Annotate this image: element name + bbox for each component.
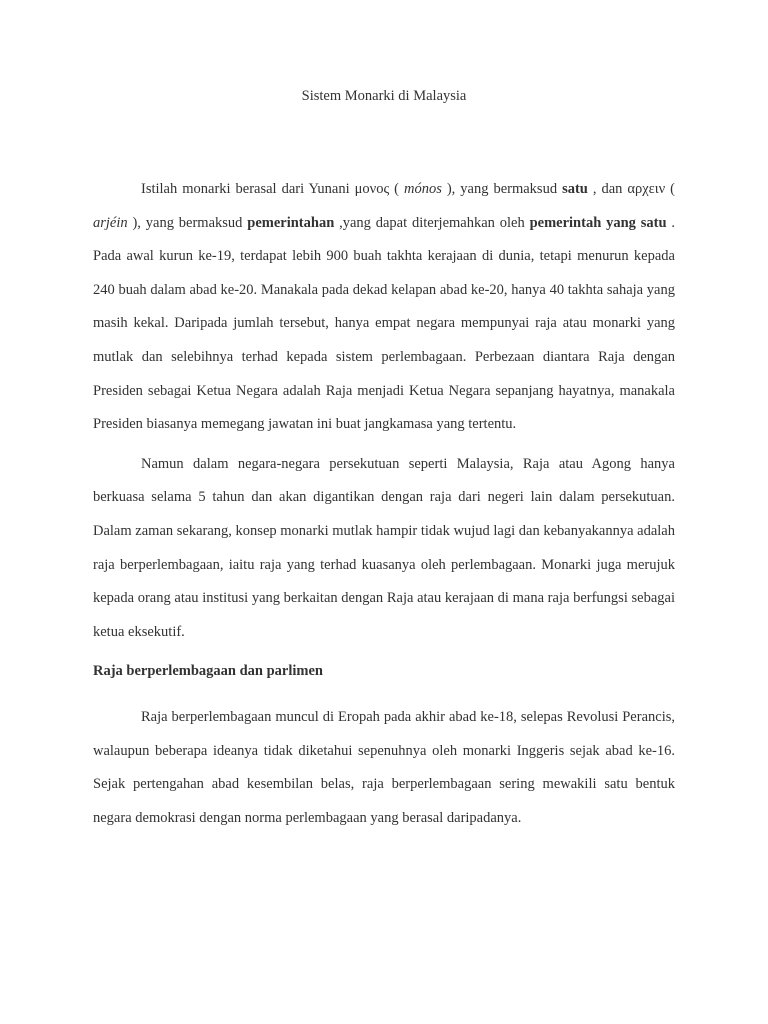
text-run: Namun dalam negara-negara persekutuan seperti Malaysia, Raja atau Agong hanya berkuasa selama 5 tahun dan akan digantikan dengan raja dari negeri lain dalam persekutuan. Dalam zaman sekarang, konsep monarki mutlak hampir tidak wujud lagi dan kebanyakannya adalah raja berperlembagaan, iaitu raja yang terhad kuasanya oleh perlembagaan. Monarki juga merujuk kepada orang atau institusi yang berkaitan dengan Raja atau kerajaan di mana raja berfungsi sebagai ketua eksekutif. bbox=[93, 455, 675, 640]
text-run-bold: satu bbox=[562, 181, 588, 197]
text-run: Istilah monarki berasal dari Yunani μονος ( bbox=[141, 181, 404, 197]
text-run: ), yang bermaksud bbox=[441, 181, 563, 197]
section-heading: Raja berperlembagaan dan parlimen bbox=[93, 663, 323, 680]
text-run-bold: pemerintahan bbox=[247, 214, 335, 231]
document-body bbox=[93, 173, 675, 835]
paragraph-2 bbox=[93, 448, 675, 650]
text-run: ,yang dapat diterjemahkan oleh bbox=[334, 214, 530, 231]
text-run-italic: arjéin bbox=[93, 214, 128, 231]
text-run-bold: pemerintah yang satu bbox=[529, 214, 667, 231]
document-title: Sistem Monarki di Malaysia bbox=[301, 88, 467, 104]
text-run: ), yang bermaksud bbox=[127, 214, 248, 231]
text-run: . Pada awal kurun ke-19, terdapat lebih 900 buah takhta kerajaan di dunia, tetapi menurun kepada 240 buah dalam abad ke-20. Manakala pada dekad kelapan abad ke-20, hanya 40 takhta sahaja yang masih kekal. Daripada jumlah tersebut, hanya empat negara mempunyai raja atau monarki yang mutlak dan selebihnya terhad kepada sistem perlembagaan. Perbezaan diantara Raja dengan Presiden sebagai Ketua Negara adalah Raja menjadi Ketua Negara sepanjang hayatnya, manakala Presiden biasanya memegang jawatan ini buat jangkamasa yang tertentu. bbox=[93, 214, 676, 433]
text-run-italic: mónos bbox=[403, 181, 442, 197]
text-run: , dan αρχειν ( bbox=[587, 181, 675, 197]
paragraph-3 bbox=[93, 701, 675, 835]
text-run: Raja berperlembagaan muncul di Eropah pada akhir abad ke-18, selepas Revolusi Perancis, walaupun beberapa ideanya tidak diketahui sepenuhnya oleh monarki Inggeris sejak abad ke-16. Sejak pertengahan abad kesembilan belas, raja berperlembagaan sering mewakili satu bentuk negara demokrasi dengan norma perlembagaan yang berasal daripadanya. bbox=[93, 708, 675, 826]
paragraph-1 bbox=[93, 173, 675, 442]
